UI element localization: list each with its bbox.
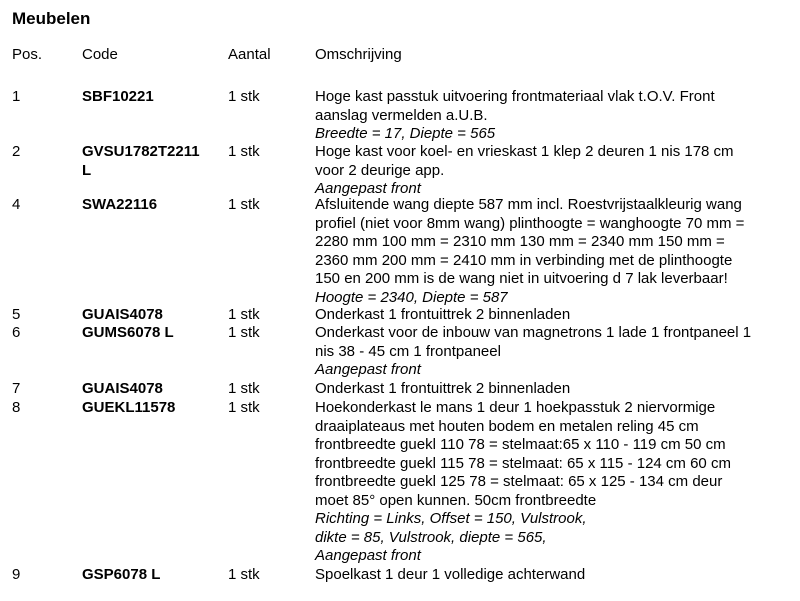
row-pos: 2: [12, 143, 21, 160]
desc-line: Spoelkast 1 deur 1 volledige achterwand: [315, 566, 586, 583]
row-code: [82, 566, 220, 585]
code-line: GUMS6078 L: [82, 324, 174, 341]
row-desc: [315, 143, 793, 199]
row-code: [82, 196, 220, 215]
row-qty: 1 stk: [228, 566, 260, 583]
row-pos: 6: [12, 324, 21, 341]
row-code: [82, 88, 220, 107]
code-line: L: [82, 161, 92, 179]
row-pos: 1: [12, 88, 21, 105]
desc-line: draaiplateaus met houten bodem en metalen reling 45 cm: [315, 417, 699, 435]
desc-line: Onderkast 1 frontuittrek 2 binnenladen: [315, 306, 571, 323]
row-pos: 9: [12, 566, 21, 583]
desc-line: frontbreedte guekl 115 78 = stelmaat: 65 x 115 - 124 cm 60 cm: [315, 454, 731, 472]
desc-line: Hoge kast passtuk uitvoering frontmateriaal vlak t.O.V. Front: [315, 88, 715, 105]
header-pos: Pos.: [12, 46, 43, 63]
code-line: GUAIS4078: [82, 306, 163, 323]
row-pos: 7: [12, 380, 21, 397]
desc-line: Afsluitende wang diepte 587 mm incl. Roestvrijstaalkleurig wang: [315, 196, 742, 213]
row-code: [82, 380, 220, 399]
header-desc: Omschrijving: [315, 46, 402, 63]
desc-line: 2280 mm 100 mm = 2310 mm 130 mm = 2340 mm 150 mm =: [315, 233, 725, 250]
spec-line: Aangepast front: [315, 547, 421, 564]
desc-line: 150 en 200 mm is de wang niet in uitvoering d 7 lak leverbaar!: [315, 270, 728, 287]
code-line: SWA22116: [82, 196, 158, 213]
spec-line: Aangepast front: [315, 361, 421, 378]
code-line: GUEKL11578: [82, 399, 176, 416]
row-qty: 1 stk: [228, 324, 260, 341]
row-qty: 1 stk: [228, 380, 260, 397]
desc-line: nis 38 - 45 cm 1 frontpaneel: [315, 342, 501, 360]
header-code: Code: [82, 46, 118, 63]
row-desc: [315, 324, 793, 380]
row-qty: 1 stk: [228, 143, 260, 160]
row-qty: 1 stk: [228, 196, 260, 213]
spec-line: Richting = Links, Offset = 150, Vulstrook,: [315, 510, 587, 527]
desc-line: Onderkast voor de inbouw van magnetrons 1 lade 1 frontpaneel 1: [315, 324, 752, 341]
spec-line: Hoogte = 2340, Diepte = 587: [315, 288, 508, 306]
code-line: GSP6078 L: [82, 566, 161, 583]
row-desc: [315, 196, 793, 307]
spec-line: Breedte = 17, Diepte = 565: [315, 125, 496, 142]
desc-line: Onderkast 1 frontuittrek 2 binnenladen: [315, 380, 571, 397]
desc-line: moet 85° open kunnen. 50cm frontbreedte: [315, 491, 597, 509]
row-pos: 5: [12, 306, 21, 323]
row-code: [82, 399, 220, 418]
desc-line: 2360 mm 200 mm = 2410 mm in verbinding met de plinthoogte: [315, 251, 733, 269]
desc-line: frontbreedte guekl 110 78 = stelmaat:65 x 110 - 119 cm 50 cm: [315, 436, 726, 453]
desc-line: Hoge kast voor koel- en vrieskast 1 klep 2 deuren 1 nis 178 cm: [315, 143, 734, 160]
spec-line: dikte = 85, Vulstrook, diepte = 565,: [315, 528, 547, 546]
row-code: [82, 143, 220, 180]
desc-line: profiel (niet voor 8mm wang) plinthoogte = wanghoogte 70 mm =: [315, 214, 745, 232]
row-desc: [315, 88, 793, 144]
row-pos: 4: [12, 196, 21, 213]
desc-line: frontbreedte guekl 125 78 = stelmaat: 65 x 125 - 134 cm deur: [315, 473, 723, 490]
row-desc: [315, 399, 793, 566]
row-desc: [315, 306, 793, 325]
code-line: SBF10221: [82, 88, 154, 105]
section-title: Meubelen: [12, 9, 91, 28]
row-code: [82, 306, 220, 325]
row-qty: 1 stk: [228, 306, 260, 323]
header-qty: Aantal: [228, 46, 271, 63]
desc-line: Hoekonderkast le mans 1 deur 1 hoekpasstuk 2 niervormige: [315, 399, 716, 416]
code-line: GUAIS4078: [82, 380, 163, 397]
code-line: GVSU1782T2211: [82, 143, 200, 160]
row-qty: 1 stk: [228, 399, 260, 416]
desc-line: aanslag vermelden a.U.B.: [315, 106, 488, 124]
row-pos: 8: [12, 399, 21, 416]
row-code: [82, 324, 220, 343]
row-desc: [315, 380, 793, 399]
spec-line: Aangepast front: [315, 180, 421, 197]
row-qty: 1 stk: [228, 88, 260, 105]
row-desc: [315, 566, 793, 585]
desc-line: voor 2 deurige app.: [315, 161, 445, 179]
